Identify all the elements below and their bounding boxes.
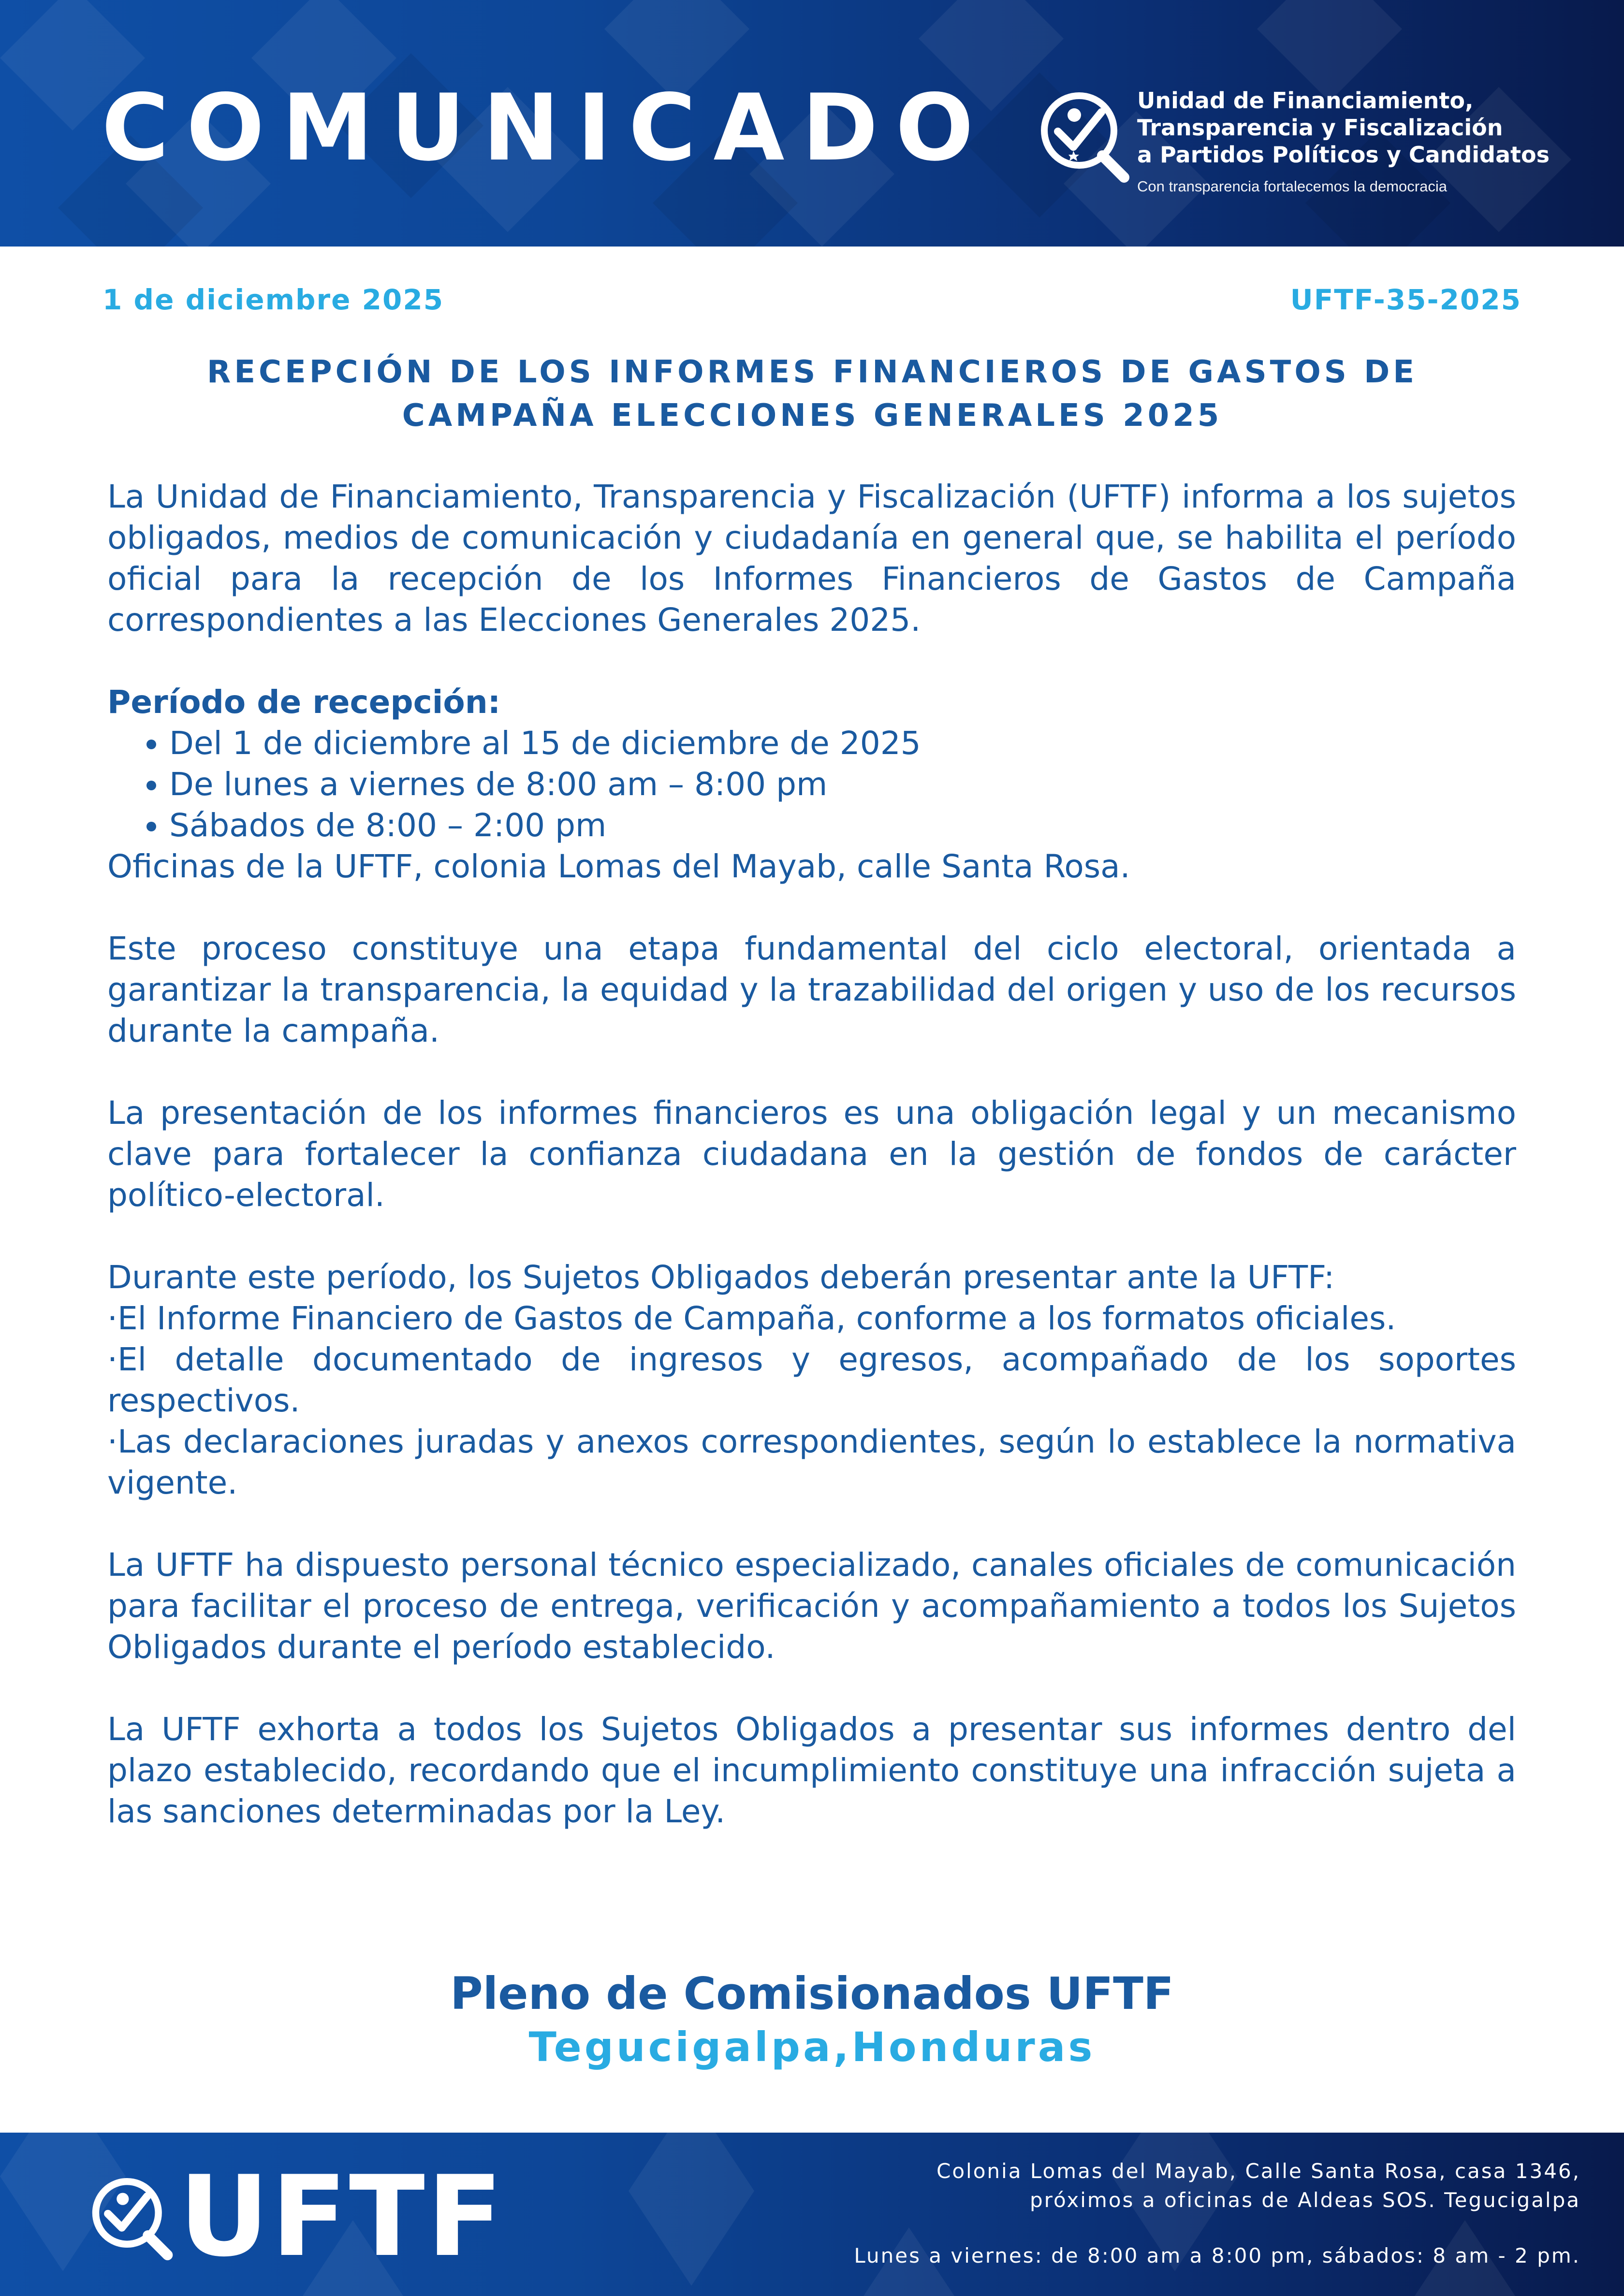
list-item: • Sábados de 8:00 – 2:00 pm (169, 805, 1516, 846)
org-name-line-3: a Partidos Políticos y Candidatos (1137, 142, 1550, 168)
headline-line-2: CAMPAÑA ELECCIONES GENERALES 2025 (402, 398, 1223, 434)
check-magnifier-icon (87, 2174, 174, 2261)
headline-line-1: RECEPCIÓN DE LOS INFORMES FINANCIEROS DE GASTOS DE (207, 354, 1418, 390)
footer-contact (854, 2157, 1580, 2270)
process-paragraph: Este proceso constituye una etapa fundamental del ciclo electoral, orientada a garantizar la transparencia, la equidad y la trazabilidad del origen y uso de los recursos durante la campaña. (107, 930, 1516, 1049)
requirement-item: ·Las declaraciones juradas y anexos correspondientes, según lo establece la normativa vigente. (107, 1423, 1516, 1501)
address-line-2: próximos a oficinas de Aldeas SOS. Tegucigalpa (1029, 2188, 1580, 2212)
header-banner (0, 0, 1624, 247)
org-name-line-1: Unidad de Financiamiento, (1137, 87, 1474, 114)
address-line-1: Colonia Lomas del Mayab, Calle Santa Rosa, casa 1346, (936, 2159, 1580, 2183)
requirement-item: ·El detalle documentado de ingresos y egresos, acompañado de los soportes respectivos. (107, 1341, 1516, 1419)
requirement-item: ·El Informe Financiero de Gastos de Campaña, conforme a los formatos oficiales. (107, 1300, 1396, 1337)
intro-paragraph: La Unidad de Financiamiento, Transparencia y Fiscalización (UFTF) informa a los sujetos obligados, medios de comunicación y ciudadanía en general que, se habilita el período oficial para la recepción de los Informes Financieros de Gastos de Campaña correspondientes a las Elecciones Generales 2025. (107, 478, 1516, 639)
list-item: • Del 1 de diciembre al 15 de diciembre de 2025 (169, 723, 1516, 764)
office-hours: Lunes a viernes: de 8:00 am a 8:00 pm, sábados: 8 am - 2 pm. (854, 2244, 1580, 2267)
signature-title: Pleno de Comisionados UFTF (450, 1968, 1174, 2020)
release-code: UFTF-35-2025 (1290, 283, 1522, 316)
release-date: 1 de diciembre 2025 (102, 283, 444, 316)
footer-banner (0, 2133, 1624, 2296)
signature-place: Tegucigalpa,Honduras (528, 2023, 1096, 2071)
page-title: COMUNICADO (102, 74, 991, 181)
requirements-intro: Durante este período, los Sujetos Obligados deberán presentar ante la UFTF: (107, 1259, 1335, 1296)
org-name-line-2: Transparencia y Fiscalización (1137, 115, 1503, 141)
staff-paragraph: La UFTF ha dispuesto personal técnico especializado, canales oficiales de comunicación para facilitar el proceso de entrega, verificación y acompañamiento a todos los Sujetos Obligados durante el período establecido. (107, 1546, 1516, 1666)
check-magnifier-icon (1035, 87, 1131, 184)
body-content (107, 476, 1516, 1832)
exhort-paragraph: La UFTF exhorta a todos los Sujetos Obligados a presentar sus informes dentro del plazo establecido, recordando que el incumplimiento constituye una infracción sujeta a las sanciones determinadas por la Ley. (107, 1711, 1516, 1830)
org-name-block (1137, 87, 1550, 195)
list-item: • De lunes a viernes de 8:00 am – 8:00 pm (169, 764, 1516, 805)
period-label: Período de recepción: (107, 683, 501, 721)
headline (106, 350, 1518, 437)
location-text: Oficinas de la UFTF, colonia Lomas del Mayab, calle Santa Rosa. (107, 848, 1130, 885)
obligation-paragraph: La presentación de los informes financieros es una obligación legal y un mecanismo clave para fortalecer la confianza ciudadana en la gestión de fondos de carácter político-electoral. (107, 1094, 1516, 1214)
brand-wordmark: UFTF (179, 2152, 505, 2281)
org-tagline: Con transparencia fortalecemos la democracia (1137, 178, 1447, 195)
period-list (107, 723, 1516, 846)
